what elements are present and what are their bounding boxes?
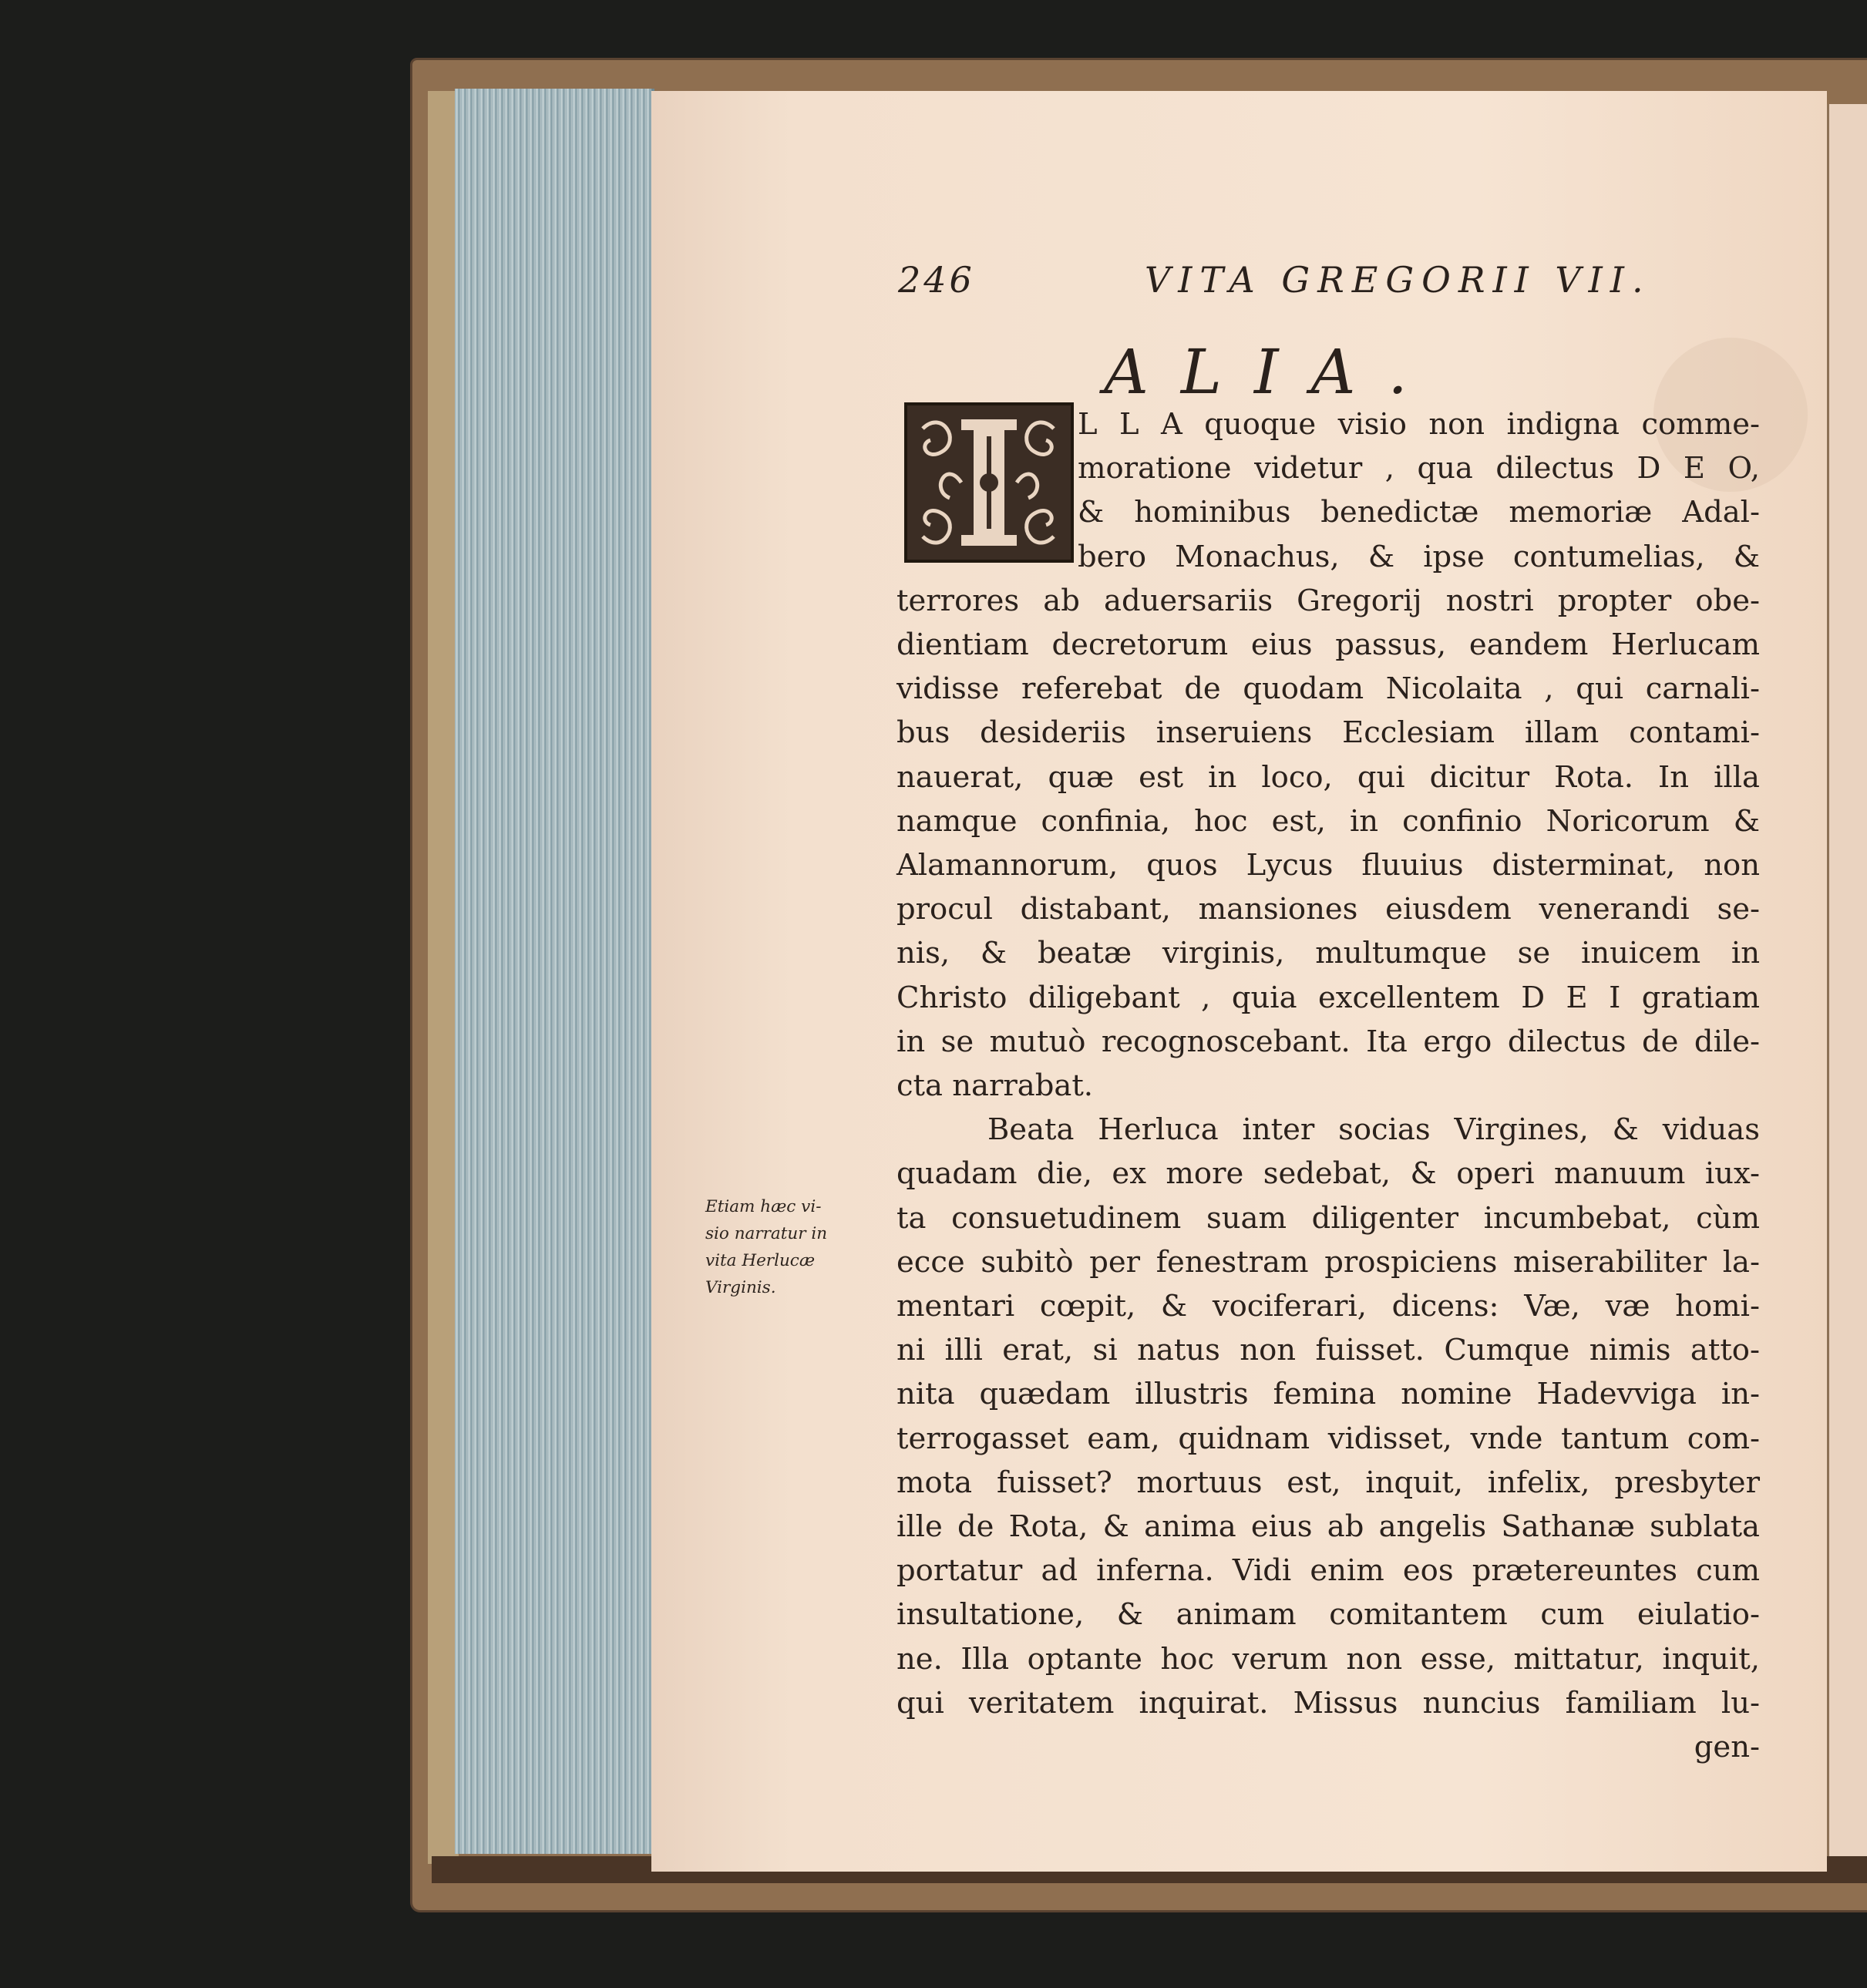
margin-note-line: sio narratur in (705, 1224, 828, 1243)
text-line: portatur ad inferna. Vidi enim eos prætereuntes cum (896, 1553, 1760, 1589)
text-line: terrores ab aduersariis Gregorij nostri propter obe- (896, 583, 1760, 618)
text-line: quadam die, ex more sedebat, & operi manuum iux- (896, 1156, 1760, 1192)
text-line: nita quædam illustris femina nomine Hadevviga in- (896, 1377, 1760, 1412)
page-number: 246 (898, 259, 975, 301)
text-line: procul distabant, mansiones eiusdem venerandi se- (896, 892, 1760, 927)
text-line: nauerat, quæ est in loco, qui dicitur Rota. In illa (896, 759, 1760, 795)
text-line: insultatione, & animam comitantem cum eiulatio- (896, 1597, 1760, 1633)
text-line: terrogasset eam, quidnam vidisset, vnde tantum com- (896, 1421, 1760, 1456)
running-head: VITA GREGORII VII. (1145, 259, 1651, 301)
text-line: Christo diligebant , quia excellentem D E I gratiam (896, 980, 1760, 1015)
margin-note (705, 1193, 859, 1301)
margin-note-line: vita Herlucæ (705, 1251, 816, 1270)
text-line: qui veritatem inquirat. Missus nuncius familiam lu- (896, 1685, 1760, 1721)
page-header (651, 259, 1827, 305)
text-line: ille de Rota, & anima eius ab angelis Sathanæ sublata (896, 1509, 1760, 1545)
text-line: mentari cœpit, & vociferari, dicens: Væ, væ homi- (896, 1289, 1760, 1324)
book-page (651, 91, 1827, 1872)
text-line: vidisse referebat de quodam Nicolaita , qui carnali- (896, 671, 1760, 707)
text-line: nis, & beatæ virginis, multumque se inuicem in (896, 936, 1760, 971)
text-line: namque confinia, hoc est, in confinio Noricorum & (896, 803, 1760, 839)
text-line: dientiam decretorum eius passus, eandem Herlucam (896, 627, 1760, 663)
text-line: in se mutuò recognoscebant. Ita ergo dilectus de dile- (896, 1024, 1760, 1059)
facing-page-edge (1827, 104, 1867, 1869)
catchword: gen- (1694, 1730, 1760, 1765)
body-text (896, 402, 1760, 1769)
text-line: moratione videtur , qua dilectus D E O, (1078, 451, 1760, 486)
text-line: & hominibus benedictæ memoriæ Adal- (1078, 495, 1760, 530)
text-line: Beata Herluca inter socias Virgines, & viduas (987, 1112, 1760, 1148)
text-line: bero Monachus, & ipse contumelias, & (1078, 539, 1760, 574)
text-line: bus desideriis inseruiens Ecclesiam illam contami- (896, 715, 1760, 751)
margin-note-line: Virginis. (705, 1278, 776, 1297)
text-line: mota fuisset? mortuus est, inquit, infelix, presbyter (896, 1465, 1760, 1500)
binding-edge (428, 91, 459, 1864)
text-line: Alamannorum, quos Lycus fluuius disterminat, non (896, 848, 1760, 883)
text-line: ecce subitò per fenestram prospiciens miserabiliter la- (896, 1244, 1760, 1280)
section-title: ALIA. (1104, 336, 1440, 408)
page-edges (455, 89, 654, 1854)
margin-note-line: Etiam hæc vi- (705, 1197, 822, 1216)
text-line: cta narrabat. (896, 1068, 1094, 1104)
text-line: L L A quoque visio non indigna comme- (1078, 407, 1760, 442)
text-line: ne. Illa optante hoc verum non esse, mittatur, inquit, (896, 1641, 1760, 1677)
text-line: ni illi erat, si natus non fuisset. Cumque nimis atto- (896, 1333, 1760, 1368)
text-line: ta consuetudinem suam diligenter incumbebat, cùm (896, 1200, 1760, 1236)
